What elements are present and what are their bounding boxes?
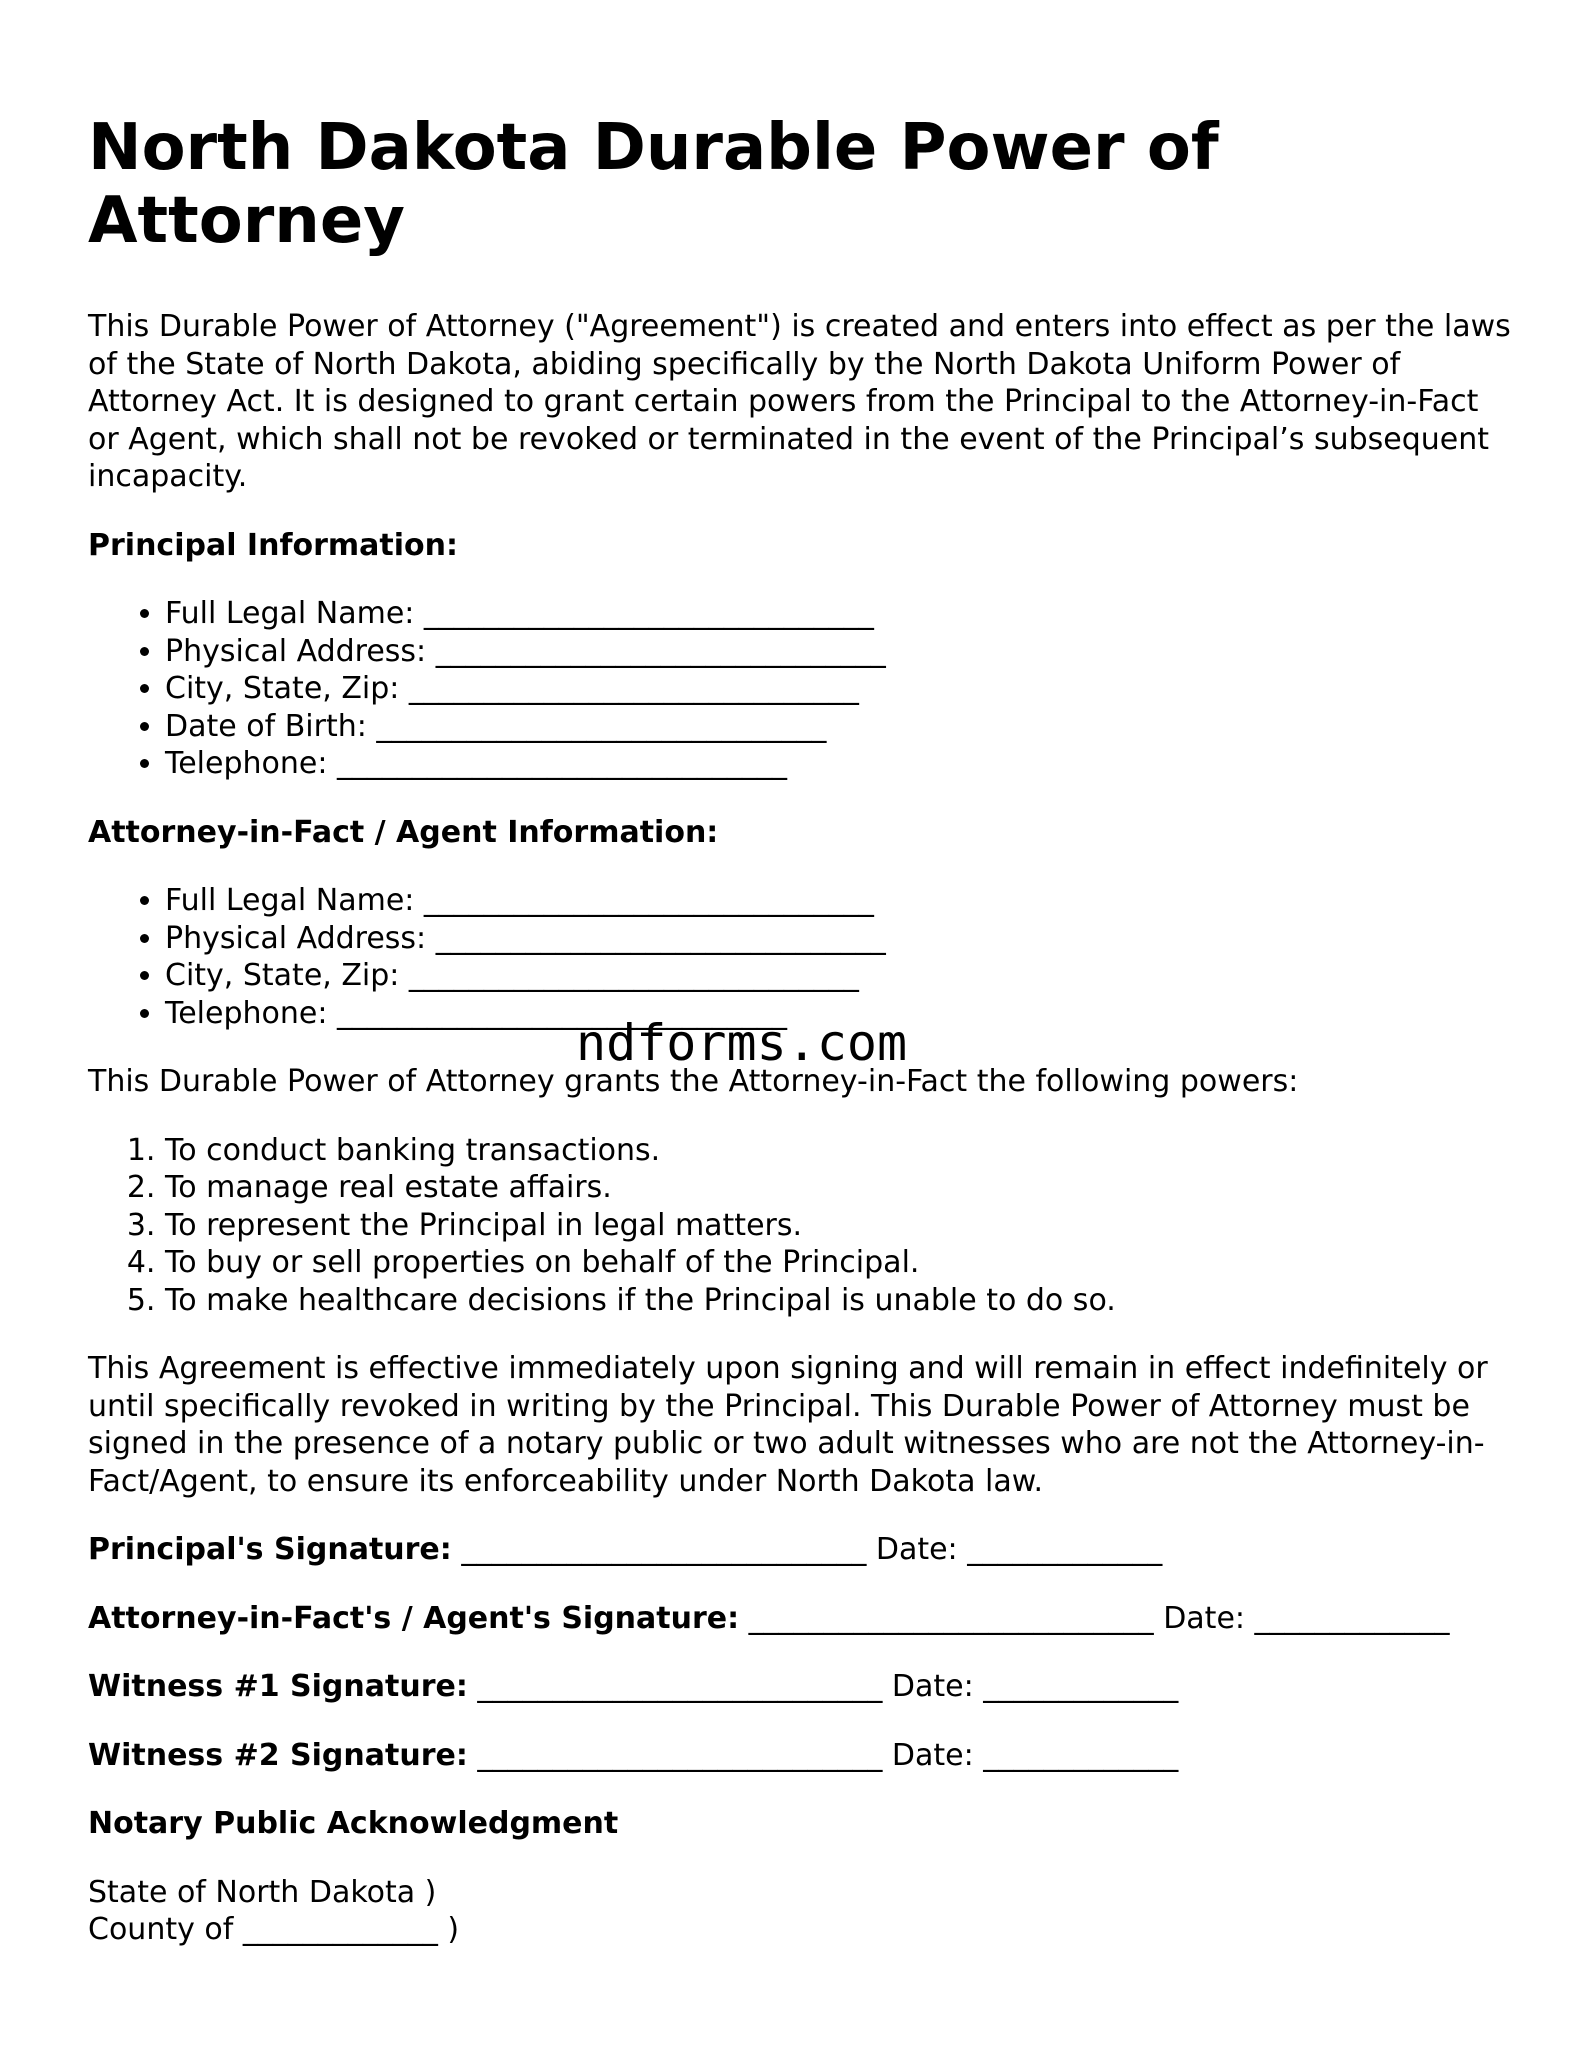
principal-signature-line xyxy=(88,1531,1518,1569)
notary-state-line: State of North Dakota ) xyxy=(88,1874,437,1910)
principal-signature-label: Principal's Signature: xyxy=(88,1532,452,1567)
powers-intro: This Durable Power of Attorney grants the Attorney-in-Fact the following powers: xyxy=(88,1064,1299,1099)
principal-field-list xyxy=(88,595,1518,783)
watermark: ndforms.com xyxy=(576,1014,908,1072)
witness1-signature-blank: ___________________________ Date: _____________ xyxy=(467,1669,1179,1704)
principal-telephone-field: • Telephone: ______________________________ xyxy=(165,745,1518,783)
agent-telephone-field: • Telephone: ______________________________ xyxy=(165,995,1518,1033)
agent-signature-blank: ___________________________ Date: _____________ xyxy=(739,1600,1450,1636)
agent-field-list xyxy=(88,882,1518,1032)
principal-heading: Principal Information: xyxy=(88,527,459,563)
effective-paragraph: This Agreement is effective immediately upon signing and will remain in effect indefinitely or until specifically revoked in writing by the Principal. This Durable Power of Attorney must be signed in the presence of a notary public or two adult witnesses who are not the Attorney-in-Fact/Agent, to ensure its enforceability under North Dakota law. xyxy=(88,1351,1488,1499)
power-item: 3. To represent the Principal in legal matters. xyxy=(165,1207,1518,1245)
power-item: 1. To conduct banking transactions. xyxy=(165,1132,1518,1170)
power-item: 4. To buy or sell properties on behalf of the Principal. xyxy=(165,1244,1518,1282)
principal-city-field: • City, State, Zip: ______________________________ xyxy=(165,670,1518,708)
principal-signature-blank: ___________________________ Date: _____________ xyxy=(451,1532,1163,1567)
agent-city-field: • City, State, Zip: ______________________________ xyxy=(165,957,1518,995)
intro-paragraph: This Durable Power of Attorney ("Agreement") is created and enters into effect as per the laws of the State of North Dakota, abiding specifically by the North Dakota Uniform Power of Attorney Act. It is designed to grant certain powers from the Principal to the Attorney-in-Fact or Agent, which shall not be revoked or terminated in the event of the Principal’s subsequent incapacity. xyxy=(88,309,1511,494)
witness2-signature-label: Witness #2 Signature: xyxy=(88,1737,468,1773)
principal-name-field: • Full Legal Name: ______________________________ xyxy=(165,595,1518,633)
witness1-signature-line xyxy=(88,1668,1518,1706)
agent-heading: Attorney-in-Fact / Agent Information: xyxy=(88,814,719,850)
witness2-signature-blank: ___________________________ Date: _____________ xyxy=(467,1737,1179,1773)
document-title: North Dakota Durable Power of Attorney xyxy=(88,111,1219,258)
agent-signature-label: Attorney-in-Fact's / Agent's Signature: xyxy=(88,1600,740,1636)
power-item: 2. To manage real estate affairs. xyxy=(165,1169,1518,1207)
document-page xyxy=(88,0,1518,1949)
notary-heading: Notary Public Acknowledgment xyxy=(88,1806,619,1841)
agent-address-field: • Physical Address: ______________________________ xyxy=(165,920,1518,958)
powers-list xyxy=(88,1132,1518,1320)
power-item: 5. To make healthcare decisions if the Principal is unable to do so. xyxy=(165,1282,1518,1320)
witness1-signature-label: Witness #1 Signature: xyxy=(88,1669,468,1704)
principal-address-field: • Physical Address: ______________________________ xyxy=(165,633,1518,671)
agent-name-field: • Full Legal Name: ______________________________ xyxy=(165,882,1518,920)
notary-county-line: County of _____________ ) xyxy=(88,1912,460,1947)
agent-signature-line xyxy=(88,1600,1518,1638)
witness2-signature-line xyxy=(88,1737,1518,1775)
principal-dob-field: • Date of Birth: ______________________________ xyxy=(165,708,1518,746)
